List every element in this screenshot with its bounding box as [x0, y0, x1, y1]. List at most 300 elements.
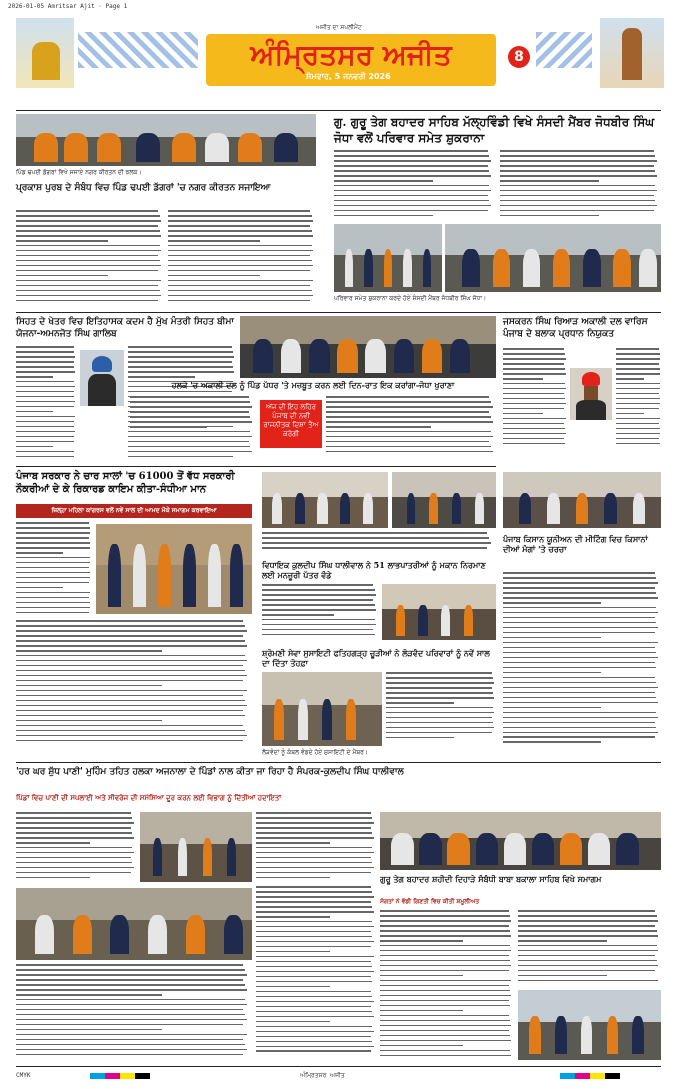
text-line — [262, 537, 489, 539]
text-line — [503, 607, 656, 609]
text-line — [503, 642, 658, 644]
text-line — [262, 584, 373, 586]
text-line — [500, 170, 655, 172]
bottom-text-2 — [256, 812, 376, 882]
text-line — [128, 346, 232, 348]
text-line — [256, 842, 330, 844]
text-line — [380, 1005, 510, 1007]
text-line — [16, 240, 108, 242]
text-line — [503, 428, 565, 430]
text-line — [500, 215, 599, 217]
charity-text — [386, 672, 496, 746]
text-line — [168, 245, 312, 247]
text-line — [380, 1015, 509, 1017]
guru-school-photo — [518, 990, 661, 1060]
maghi-lead-text — [262, 532, 496, 554]
text-line — [334, 175, 491, 177]
text-line — [16, 994, 162, 996]
text-line — [503, 592, 656, 594]
masthead-subtitle: ਅਜੀਤ ਦਾ ਸਪਲੀਮੈਂਟ — [316, 24, 362, 31]
text-line — [518, 970, 655, 972]
text-line — [256, 1046, 374, 1048]
text-line — [168, 300, 310, 302]
text-line — [380, 1040, 511, 1042]
text-line — [500, 210, 654, 212]
text-line — [16, 612, 89, 614]
text-line — [16, 602, 90, 604]
text-line — [380, 1055, 511, 1057]
text-line — [500, 200, 655, 202]
text-line — [380, 990, 510, 992]
text-line — [616, 398, 660, 400]
text-line — [256, 981, 372, 983]
text-line — [16, 837, 134, 839]
text-line — [334, 190, 491, 192]
masthead-decor-right — [536, 32, 592, 68]
text-line — [503, 423, 564, 425]
text-line — [386, 722, 493, 724]
text-line — [16, 730, 245, 732]
text-line — [503, 378, 543, 380]
text-line — [256, 857, 371, 859]
text-line — [130, 441, 249, 443]
text-line — [16, 725, 243, 727]
text-line — [262, 589, 375, 591]
text-line — [326, 451, 493, 453]
text-line — [128, 351, 233, 353]
text-line — [326, 401, 491, 403]
text-line — [616, 393, 659, 395]
text-line — [256, 872, 371, 874]
text-line — [16, 1014, 245, 1016]
text-line — [256, 862, 372, 864]
text-line — [262, 542, 491, 544]
text-line — [518, 965, 658, 967]
text-line — [130, 411, 249, 413]
text-line — [256, 1011, 372, 1013]
maghi-photo-2 — [392, 472, 496, 528]
text-line — [256, 941, 374, 943]
text-line — [503, 388, 566, 390]
text-line — [16, 592, 90, 594]
text-line — [16, 300, 158, 302]
text-line — [380, 975, 463, 977]
text-line — [168, 285, 310, 287]
text-line — [16, 436, 74, 438]
text-line — [503, 413, 543, 415]
text-line — [503, 617, 655, 619]
text-line — [168, 230, 312, 232]
lead-text-1 — [334, 150, 494, 220]
text-line — [262, 629, 373, 631]
text-line — [500, 190, 657, 192]
text-line — [16, 979, 243, 981]
text-line — [16, 735, 247, 737]
text-line — [256, 911, 374, 913]
text-line — [380, 960, 510, 962]
text-line — [518, 955, 655, 957]
kirtan-photo — [16, 114, 316, 166]
text-line — [503, 403, 566, 405]
text-line — [16, 285, 158, 287]
text-line — [380, 940, 463, 942]
text-line — [503, 393, 564, 395]
text-line — [380, 1050, 510, 1052]
text-line — [256, 951, 330, 953]
text-line — [326, 431, 491, 433]
text-line — [380, 1000, 509, 1002]
text-line — [16, 822, 134, 824]
text-line — [326, 446, 491, 448]
masthead — [16, 18, 664, 102]
text-line — [256, 812, 371, 814]
text-line — [256, 886, 371, 888]
text-line — [616, 383, 660, 385]
text-line — [16, 857, 131, 859]
text-line — [326, 406, 493, 408]
charity-headline: ਸ਼੍ਰੋਮਣੀ ਸੇਵਾ ਸੁਸਾਇਟੀ ਫਤਿਹਗੜ੍ਹ ਚੂੜੀਆਂ ਨੇ ਲੋੜਵੰਦ ਪਰਿਵਾਰਾਂ ਨੂੰ ਨਵੇਂ ਸਾਲ ਦਾ ਦਿੱਤਾ ਤੋਹਫ਼ਾ — [262, 648, 490, 668]
text-line — [16, 867, 134, 869]
text-line — [16, 969, 245, 971]
text-line — [16, 416, 75, 418]
text-line — [16, 1024, 243, 1026]
text-line — [500, 150, 654, 152]
text-line — [616, 428, 660, 430]
text-line — [503, 418, 566, 420]
text-line — [503, 348, 564, 350]
text-line — [503, 682, 656, 684]
text-line — [168, 240, 260, 242]
text-line — [380, 985, 509, 987]
text-line — [500, 160, 657, 162]
maghi-photo-1 — [262, 472, 388, 528]
text-line — [16, 421, 74, 423]
text-line — [503, 358, 566, 360]
text-line — [616, 413, 644, 415]
text-line — [503, 741, 601, 743]
text-line — [168, 235, 313, 237]
text-line — [130, 446, 250, 448]
text-line — [16, 1019, 247, 1021]
text-line — [503, 662, 655, 664]
text-line — [16, 974, 247, 976]
text-line — [503, 602, 601, 604]
text-line — [256, 1031, 374, 1033]
text-line — [503, 732, 658, 734]
text-line — [503, 707, 601, 709]
text-line — [334, 170, 489, 172]
text-line — [130, 426, 207, 428]
text-line — [16, 877, 90, 879]
text-line — [503, 632, 655, 634]
text-line — [16, 532, 90, 534]
text-line — [168, 220, 313, 222]
page-number: 8 — [508, 46, 530, 68]
text-line — [616, 373, 660, 375]
punjab-govt-photo — [96, 524, 252, 614]
text-line — [326, 426, 431, 428]
text-line — [503, 627, 658, 629]
text-line — [128, 361, 232, 363]
text-line — [16, 640, 245, 642]
text-line — [380, 950, 511, 952]
text-line — [518, 945, 657, 947]
text-line — [16, 542, 90, 544]
text-line — [16, 396, 74, 398]
text-line — [503, 637, 601, 639]
text-line — [503, 727, 656, 729]
text-line — [380, 910, 509, 912]
text-line — [256, 961, 371, 963]
sikhya-headline: ਸਿਹਤ ਦੇ ਖੇਤਰ ਵਿਚ ਇਤਿਹਾਸਕ ਕਦਮ ਹੈ ਮੁੱਖ ਮੰਤਰੀ ਸਿਹਤ ਬੀਮਾ ਯੋਜਨਾ-ਅਮਨਜੋਤ ਸਿੰਘ ਗਾਲਿਬ — [16, 317, 234, 339]
text-line — [16, 1029, 162, 1031]
text-line — [256, 956, 374, 958]
text-line — [386, 677, 493, 679]
text-line — [503, 702, 658, 704]
text-line — [16, 695, 243, 697]
text-line — [256, 1021, 330, 1023]
text-line — [386, 692, 493, 694]
bottom-photo-2 — [380, 812, 661, 870]
halqa-pull-quote — [260, 400, 322, 448]
footer-reg-bar-right — [560, 1073, 620, 1079]
text-line — [16, 720, 162, 722]
text-line — [503, 622, 656, 624]
text-line — [256, 971, 374, 973]
text-line — [128, 371, 234, 373]
text-line — [16, 665, 243, 667]
halqa-headline: ਹਲਕੇ 'ਚ ਅਕਾਲੀ ਦਲ ਨੂੰ ਪਿੰਡ ਪੱਧਰ 'ਤੇ ਮਜ਼ਬੂਤ ਕਰਨ ਲਈ ਦਿਨ-ਰਾਤ ਇਕ ਕਰਾਂਗਾ-ਜੋਧਾ ਖੁਰਾਣਾ — [171, 380, 455, 390]
text-line — [256, 827, 371, 829]
text-line — [334, 150, 488, 152]
text-line — [256, 936, 372, 938]
text-line — [16, 406, 74, 408]
text-line — [16, 356, 75, 358]
text-line — [16, 984, 245, 986]
text-line — [16, 230, 160, 232]
bottom-text-3 — [16, 964, 252, 1060]
text-line — [128, 376, 195, 378]
text-line — [168, 210, 310, 212]
text-line — [503, 657, 658, 659]
guru-school-text-2 — [518, 910, 661, 986]
text-line — [16, 366, 74, 368]
text-line — [326, 441, 489, 443]
charity-photo — [262, 672, 382, 746]
text-line — [503, 398, 565, 400]
text-line — [380, 930, 510, 932]
text-line — [16, 1034, 247, 1036]
text-line — [16, 740, 243, 742]
text-line — [256, 991, 371, 993]
text-line — [16, 376, 53, 378]
jaskaran-text-2 — [616, 348, 661, 448]
text-line — [16, 346, 74, 348]
text-line — [16, 655, 245, 657]
text-line — [326, 396, 489, 398]
text-line — [380, 955, 509, 957]
kirtan-caption: ਪਿੰਡ ਢਪਈ ਡੱਗਰਾਂ ਵਿਖੇ ਸਜਾਏ ਨਗਰ ਕੀਰਤਨ ਦੀ ਝਲਕ। — [16, 169, 142, 176]
text-line — [518, 980, 658, 982]
text-line — [503, 597, 658, 599]
text-line — [16, 1054, 243, 1056]
masthead-decor-left — [78, 32, 198, 68]
text-line — [518, 950, 658, 952]
text-line — [256, 1036, 371, 1038]
guru-school-headline: ਗੁਰੂ ਤੇਗ ਬਹਾਦਰ ਸ਼ਹੀਦੀ ਦਿਹਾੜੇ ਸੰਬੰਧੀ ਬਾਬਾ ਬਕਾਲਾ ਸਾਹਿਬ ਵਿਖੇ ਸਮਾਗਮ — [380, 874, 602, 884]
text-line — [256, 837, 374, 839]
text-line — [503, 368, 565, 370]
text-line — [256, 896, 374, 898]
text-line — [256, 1041, 372, 1043]
text-line — [256, 877, 330, 879]
text-line — [616, 438, 659, 440]
text-line — [262, 634, 375, 636]
text-line — [256, 976, 371, 978]
text-line — [386, 707, 493, 709]
text-line — [168, 260, 312, 262]
jaskaran-photo — [570, 368, 612, 420]
text-line — [256, 901, 371, 903]
text-line — [16, 872, 131, 874]
charity-caption: ਲੋੜਵੰਦਾਂ ਨੂੰ ਕੰਬਲ ਵੰਡਦੇ ਹੋਏ ਸੁਸਾਇਟੀ ਦੇ ਮੈਂਬਰ। — [262, 749, 368, 756]
text-line — [16, 451, 74, 453]
text-line — [386, 712, 494, 714]
text-line — [256, 1016, 374, 1018]
text-line — [16, 817, 132, 819]
text-line — [334, 160, 491, 162]
text-line — [16, 265, 161, 267]
text-line — [16, 607, 90, 609]
print-info: 2026-01-05 Amritsar Ajit · Page 1 — [8, 3, 128, 10]
text-line — [16, 964, 243, 966]
text-line — [16, 827, 131, 829]
text-line — [616, 403, 660, 405]
text-line — [380, 965, 511, 967]
text-line — [262, 599, 373, 601]
text-line — [500, 165, 654, 167]
text-line — [16, 245, 160, 247]
text-line — [503, 587, 655, 589]
maghi-photo-3 — [382, 584, 496, 640]
jodhbir-photo-2 — [445, 224, 661, 292]
text-line — [503, 577, 656, 579]
text-line — [616, 358, 660, 360]
bottom-text-4 — [256, 886, 376, 1060]
text-line — [256, 906, 372, 908]
text-line — [503, 433, 566, 435]
text-line — [16, 431, 75, 433]
text-line — [503, 697, 656, 699]
text-line — [262, 604, 375, 606]
text-line — [503, 438, 564, 440]
sikhya-photo — [80, 350, 124, 406]
text-line — [16, 582, 89, 584]
text-line — [168, 215, 312, 217]
jodhbir-caption: ਪਰਿਵਾਰ ਸਮੇਤ ਸ਼ੁਕਰਾਨਾ ਕਰਦੇ ਹੋਏ ਸੰਸਦੀ ਮੈਂਬਰ ਜੋਧਬੀਰ ਸਿੰਘ ਜੋਧਾ। — [334, 295, 487, 302]
text-line — [256, 1001, 374, 1003]
text-line — [518, 925, 655, 927]
text-line — [500, 185, 655, 187]
text-line — [256, 891, 372, 893]
text-line — [256, 986, 330, 988]
text-line — [616, 363, 659, 365]
text-line — [616, 353, 660, 355]
text-line — [500, 205, 657, 207]
text-line — [256, 931, 371, 933]
text-line — [16, 225, 158, 227]
halqa-pull-quote-text: ਅੱਜ ਦੀ ਇਹ ਲਹਿਰ ਪੰਜਾਬ ਦੀ ਨਵੀਂ ਰਾਜਨੀਤਕ ਦਿਸ਼ਾ ਤੈਅ ਕਰੇਗੀ — [263, 403, 319, 438]
text-line — [16, 220, 161, 222]
text-line — [16, 270, 158, 272]
text-line — [256, 852, 374, 854]
text-line — [262, 609, 376, 611]
text-line — [16, 280, 161, 282]
kirtan-text-1 — [16, 210, 164, 308]
text-line — [616, 433, 660, 435]
text-line — [334, 200, 489, 202]
footer-color-marks: CMYK — [16, 1072, 31, 1079]
text-line — [16, 715, 245, 717]
text-line — [16, 670, 245, 672]
text-line — [16, 381, 74, 383]
text-line — [518, 960, 657, 962]
text-line — [386, 702, 454, 704]
text-line — [518, 910, 655, 912]
text-line — [168, 275, 260, 277]
text-line — [256, 996, 372, 998]
text-line — [380, 1035, 510, 1037]
text-line — [16, 275, 108, 277]
text-line — [16, 351, 74, 353]
text-line — [16, 210, 158, 212]
text-line — [503, 667, 656, 669]
text-line — [518, 975, 607, 977]
text-line — [503, 582, 658, 584]
halqa-text-2 — [326, 396, 496, 458]
footer-reg-bar — [90, 1073, 150, 1079]
text-line — [168, 280, 313, 282]
meeting-photo — [240, 316, 496, 378]
text-line — [616, 368, 660, 370]
text-line — [503, 443, 565, 445]
text-line — [500, 180, 599, 182]
text-line — [16, 1044, 245, 1046]
text-line — [500, 195, 654, 197]
text-line — [256, 921, 372, 923]
text-line — [326, 421, 493, 423]
text-line — [16, 426, 74, 428]
text-line — [168, 295, 313, 297]
text-line — [380, 995, 511, 997]
text-line — [262, 624, 376, 626]
bottom-text-1 — [16, 812, 136, 882]
footer-paper-name: ਅੰਮ੍ਰਿਤਸਰ ਅਜੀਤ — [300, 1072, 345, 1079]
text-line — [16, 547, 90, 549]
text-line — [256, 966, 372, 968]
text-line — [168, 270, 310, 272]
text-line — [380, 1025, 511, 1027]
text-line — [386, 687, 492, 689]
text-line — [16, 700, 245, 702]
text-line — [326, 416, 491, 418]
text-line — [16, 295, 161, 297]
text-line — [380, 1030, 509, 1032]
text-line — [503, 717, 658, 719]
sikhya-text-1 — [16, 346, 76, 462]
text-line — [130, 401, 250, 403]
text-line — [262, 532, 487, 534]
